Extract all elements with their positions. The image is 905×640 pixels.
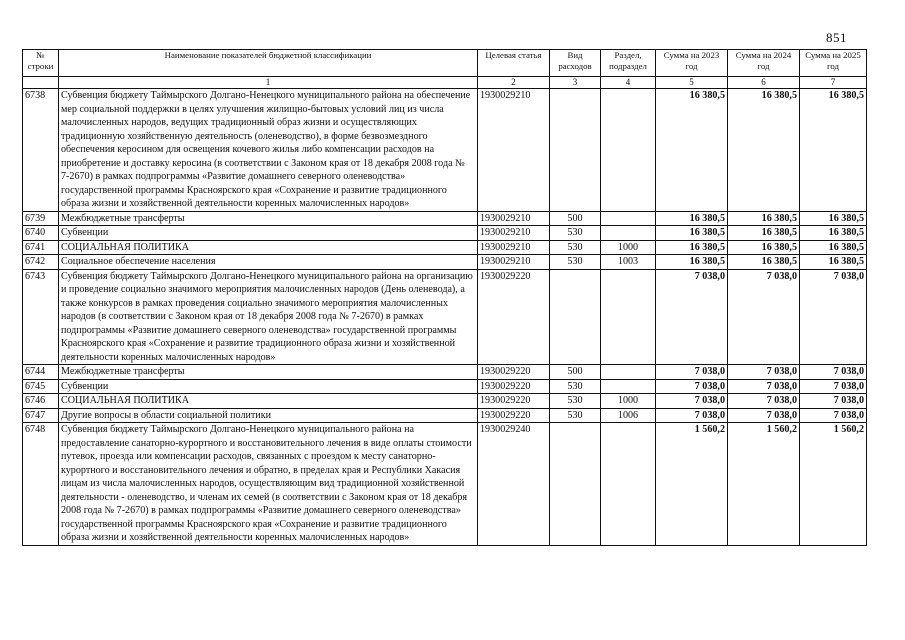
row-name: Субвенция бюджету Таймырского Долгано-Ненецкого муниципального района на организацию и проведение социально значимого мероприятия малочисленных народов (День оленевода), а также конкурсов в рамках проведения социально значимого мероприятия малочисленных народов (в соответствии с Законом края от 18 декабря 2008 года № 7-2670) в рамках подпрограммы «Развитие домашнего северного оленеводства» государственной программы Красноярского края «Сохранение и развитие традиционного образа жизни и хозяйственной деятельности коренных малочисленных народов» — [59, 269, 478, 365]
row-razdel — [601, 365, 656, 380]
row-number: 6747 — [23, 408, 59, 423]
row-vid: 500 — [550, 365, 601, 380]
row-sum-2025: 16 380,5 — [800, 211, 867, 226]
row-vid: 530 — [550, 240, 601, 255]
row-target: 1930029210 — [478, 226, 550, 241]
row-target: 1930029220 — [478, 394, 550, 409]
row-sum-2024: 16 380,5 — [728, 226, 800, 241]
row-vid: 530 — [550, 394, 601, 409]
row-razdel: 1006 — [601, 408, 656, 423]
row-razdel — [601, 423, 656, 546]
header-row-no-number — [23, 77, 59, 89]
row-name: Другие вопросы в области социальной политики — [59, 408, 478, 423]
row-sum-2025: 7 038,0 — [800, 379, 867, 394]
header-row-no: № строки — [23, 50, 59, 77]
row-sum-2023: 7 038,0 — [656, 394, 728, 409]
row-vid: 500 — [550, 211, 601, 226]
row-target: 1930029210 — [478, 255, 550, 270]
table-row — [23, 211, 867, 226]
row-sum-2024: 16 380,5 — [728, 255, 800, 270]
row-sum-2024: 1 560,2 — [728, 423, 800, 546]
row-name: Межбюджетные трансферты — [59, 365, 478, 380]
table-row — [23, 379, 867, 394]
column-number-5: 5 — [656, 77, 728, 89]
row-sum-2023: 16 380,5 — [656, 255, 728, 270]
row-sum-2025: 16 380,5 — [800, 240, 867, 255]
table-header — [23, 50, 867, 89]
row-name: Межбюджетные трансферты — [59, 211, 478, 226]
row-sum-2023: 7 038,0 — [656, 269, 728, 365]
row-target: 1930029240 — [478, 423, 550, 546]
header-target: Целевая статья — [478, 50, 550, 77]
row-sum-2025: 1 560,2 — [800, 423, 867, 546]
row-sum-2025: 16 380,5 — [800, 255, 867, 270]
row-name: Субвенции — [59, 379, 478, 394]
row-name: СОЦИАЛЬНАЯ ПОЛИТИКА — [59, 240, 478, 255]
row-number: 6740 — [23, 226, 59, 241]
row-number: 6743 — [23, 269, 59, 365]
row-vid: 530 — [550, 379, 601, 394]
row-target: 1930029220 — [478, 365, 550, 380]
row-name: Социальное обеспечение населения — [59, 255, 478, 270]
row-sum-2024: 16 380,5 — [728, 211, 800, 226]
budget-table — [22, 49, 867, 546]
row-name: Субвенция бюджету Таймырского Долгано-Ненецкого муниципального района на предоставление санаторно-курортного и восстановительного лечения в виде оплаты стоимости путевок, проезда или компенсации расходов, связанных с проездом к месту санаторно-курортного и восстановительного лечения и обратно, в пределах края и Республики Хакасия лицам из числа малочисленных народов, осуществляющим вид традиционной хозяйственной деятельности - оленеводство, и членам их семей (в соответствии с Законом края от 18 декабря 2008 года № 7-2670) в рамках подпрограммы «Развитие домашнего северного оленеводства» государственной программы Красноярского края «Сохранение и развитие традиционного образа жизни и хозяйственной деятельности коренных малочисленных народов» — [59, 423, 478, 546]
row-number: 6741 — [23, 240, 59, 255]
table-row — [23, 394, 867, 409]
row-razdel — [601, 211, 656, 226]
row-sum-2024: 7 038,0 — [728, 269, 800, 365]
row-number: 6748 — [23, 423, 59, 546]
row-sum-2023: 16 380,5 — [656, 211, 728, 226]
row-number: 6744 — [23, 365, 59, 380]
column-number-7: 7 — [800, 77, 867, 89]
row-target: 1930029220 — [478, 379, 550, 394]
row-vid — [550, 89, 601, 212]
row-sum-2025: 7 038,0 — [800, 365, 867, 380]
table-row — [23, 226, 867, 241]
row-name: Субвенция бюджету Таймырского Долгано-Ненецкого муниципального района на обеспечение мер социальной поддержки в целях улучшения жилищно-бытовых условий лиц из числа малочисленных народов, ведущих традиционный образ жизни и осуществляющих традиционную хозяйственную деятельность (оленеводство), в форме безвозмездного обеспечения керосином для освещения кочевого жилья либо компенсации расходов на приобретение и доставку керосина (в соответствии с Законом края от 18 декабря 2008 года № 7-2670) в рамках подпрограммы «Развитие домашнего северного оленеводства» государственной программы Красноярского края «Сохранение и развитие традиционного образа жизни и хозяйственной деятельности коренных малочисленных народов» — [59, 89, 478, 212]
column-number-6: 6 — [728, 77, 800, 89]
row-razdel — [601, 226, 656, 241]
row-sum-2023: 16 380,5 — [656, 89, 728, 212]
table-row — [23, 365, 867, 380]
header-sum-2024: Сумма на 2024 год — [728, 50, 800, 77]
row-sum-2023: 1 560,2 — [656, 423, 728, 546]
row-sum-2024: 16 380,5 — [728, 89, 800, 212]
row-vid — [550, 423, 601, 546]
row-number: 6739 — [23, 211, 59, 226]
row-sum-2025: 7 038,0 — [800, 408, 867, 423]
row-sum-2024: 7 038,0 — [728, 394, 800, 409]
column-number-4: 4 — [601, 77, 656, 89]
row-vid: 530 — [550, 408, 601, 423]
column-number-2: 2 — [478, 77, 550, 89]
row-number: 6738 — [23, 89, 59, 212]
table-row — [23, 423, 867, 546]
row-name: Субвенции — [59, 226, 478, 241]
row-sum-2025: 7 038,0 — [800, 269, 867, 365]
header-razdel: Раздел, подраздел — [601, 50, 656, 77]
row-target: 1930029210 — [478, 89, 550, 212]
row-number: 6742 — [23, 255, 59, 270]
table-row — [23, 255, 867, 270]
row-number: 6746 — [23, 394, 59, 409]
row-target: 1930029210 — [478, 240, 550, 255]
row-razdel: 1003 — [601, 255, 656, 270]
table-row — [23, 240, 867, 255]
row-sum-2023: 16 380,5 — [656, 240, 728, 255]
row-razdel: 1000 — [601, 394, 656, 409]
header-vid: Вид расходов — [550, 50, 601, 77]
row-sum-2023: 7 038,0 — [656, 408, 728, 423]
row-razdel: 1000 — [601, 240, 656, 255]
row-vid: 530 — [550, 226, 601, 241]
column-number-3: 3 — [550, 77, 601, 89]
row-razdel — [601, 89, 656, 212]
table-body — [23, 89, 867, 546]
header-name: Наименование показателей бюджетной классификации — [59, 50, 478, 77]
row-sum-2024: 7 038,0 — [728, 365, 800, 380]
table-row — [23, 89, 867, 212]
row-target: 1930029220 — [478, 269, 550, 365]
table-row — [23, 269, 867, 365]
row-sum-2025: 16 380,5 — [800, 89, 867, 212]
column-number-1: 1 — [59, 77, 478, 89]
row-vid — [550, 269, 601, 365]
header-sum-2025: Сумма на 2025 год — [800, 50, 867, 77]
header-sum-2023: Сумма на 2023 год — [656, 50, 728, 77]
page-number: 851 — [826, 30, 847, 45]
row-sum-2025: 16 380,5 — [800, 226, 867, 241]
row-number: 6745 — [23, 379, 59, 394]
row-sum-2025: 7 038,0 — [800, 394, 867, 409]
row-sum-2024: 16 380,5 — [728, 240, 800, 255]
row-sum-2023: 16 380,5 — [656, 226, 728, 241]
row-razdel — [601, 379, 656, 394]
row-razdel — [601, 269, 656, 365]
row-sum-2024: 7 038,0 — [728, 408, 800, 423]
row-vid: 530 — [550, 255, 601, 270]
row-sum-2023: 7 038,0 — [656, 379, 728, 394]
row-sum-2024: 7 038,0 — [728, 379, 800, 394]
row-target: 1930029220 — [478, 408, 550, 423]
table-row — [23, 408, 867, 423]
row-name: СОЦИАЛЬНАЯ ПОЛИТИКА — [59, 394, 478, 409]
row-sum-2023: 7 038,0 — [656, 365, 728, 380]
row-target: 1930029210 — [478, 211, 550, 226]
